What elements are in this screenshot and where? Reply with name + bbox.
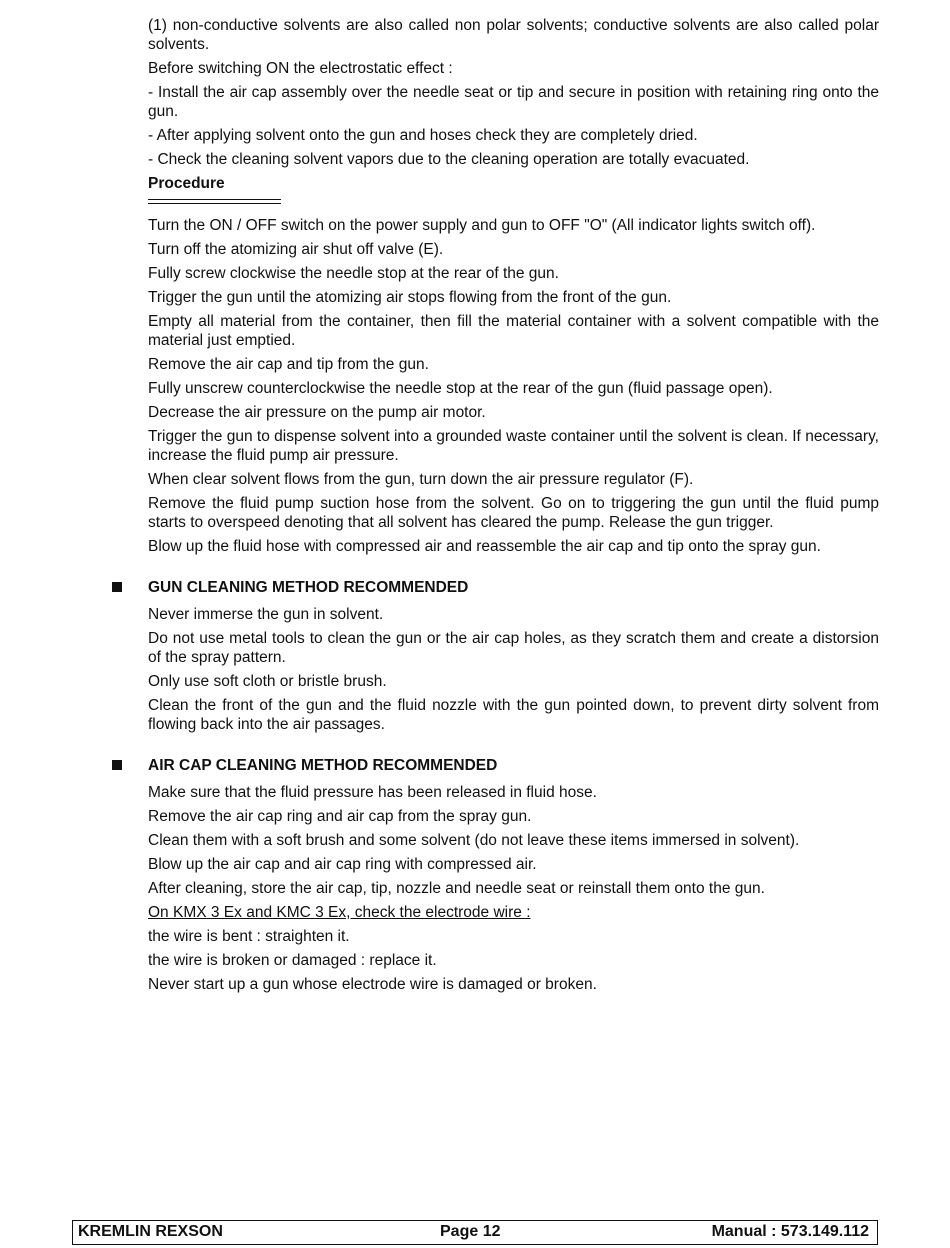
electrode-check-title: On KMX 3 Ex and KMC 3 Ex, check the electrode wire : [148,904,531,921]
air-cap-item: Blow up the air cap and air cap ring with compressed air. [148,856,537,873]
square-bullet-icon [112,582,122,592]
procedure-step: Remove the fluid pump suction hose from the solvent. Go on to triggering the gun until the fluid pump starts to overspeed denoting that all solvent has cleared the pump. Release the gun trigger. [148,495,879,531]
gun-cleaning-heading [148,578,879,597]
procedure-double-underline [148,199,281,204]
procedure-title: Procedure [148,175,225,192]
page-footer [72,1220,878,1245]
gun-cleaning-item: Only use soft cloth or bristle brush. [148,673,387,690]
air-cap-item: Remove the air cap ring and air cap from the spray gun. [148,808,532,825]
electrode-item: the wire is broken or damaged : replace it. [148,952,437,969]
gun-cleaning-item: Never immerse the gun in solvent. [148,606,384,623]
procedure-step: Fully unscrew counterclockwise the needle stop at the rear of the gun (fluid passage open). [148,380,773,397]
gun-cleaning-title: GUN CLEANING METHOD RECOMMENDED [148,579,469,596]
before-title: Before switching ON the electrostatic effect : [148,60,453,77]
gun-cleaning-item: Do not use metal tools to clean the gun or the air cap holes, as they scratch them and create a distorsion of the spray pattern. [148,630,879,666]
footer-page-number: Page 12 [440,1223,501,1240]
before-item: - Install the air cap assembly over the needle seat or tip and secure in position with retaining ring onto the gun. [148,84,879,120]
procedure-step: Trigger the gun until the atomizing air stops flowing from the front of the gun. [148,289,672,306]
procedure-step: Decrease the air pressure on the pump air motor. [148,404,486,421]
procedure-step: Turn off the atomizing air shut off valve (E). [148,241,444,258]
procedure-step: Remove the air cap and tip from the gun. [148,356,429,373]
procedure-step: Empty all material from the container, then fill the material container with a solvent compatible with the material just emptied. [148,313,879,349]
footer-manual-number: Manual : 573.149.112 [711,1223,869,1240]
air-cap-item: After cleaning, store the air cap, tip, nozzle and needle seat or reinstall them onto the gun. [148,880,765,897]
electrode-item: Never start up a gun whose electrode wire is damaged or broken. [148,976,597,993]
page-content [148,16,879,999]
gun-cleaning-item: Clean the front of the gun and the fluid nozzle with the gun pointed down, to prevent dirty solvent from flowing back into the air passages. [148,697,879,733]
air-cap-cleaning-title: AIR CAP CLEANING METHOD RECOMMENDED [148,757,498,774]
procedure-step: Turn the ON / OFF switch on the power supply and gun to OFF "O" (All indicator lights switch off). [148,217,816,234]
air-cap-item: Clean them with a soft brush and some solvent (do not leave these items immersed in solvent). [148,832,800,849]
procedure-step: Blow up the fluid hose with compressed air and reassemble the air cap and tip onto the spray gun. [148,538,821,555]
intro-note: (1) non-conductive solvents are also called non polar solvents; conductive solvents are also called polar solvents. [148,17,879,53]
footer-company: KREMLIN REXSON [78,1223,223,1240]
procedure-step: Trigger the gun to dispense solvent into a grounded waste container until the solvent is clean. If necessary, increase the fluid pump air pressure. [148,428,879,464]
square-bullet-icon [112,760,122,770]
air-cap-cleaning-heading [148,756,879,775]
electrode-item: the wire is bent : straighten it. [148,928,350,945]
before-item: - Check the cleaning solvent vapors due to the cleaning operation are totally evacuated. [148,151,750,168]
procedure-step: When clear solvent flows from the gun, turn down the air pressure regulator (F). [148,471,694,488]
procedure-step: Fully screw clockwise the needle stop at the rear of the gun. [148,265,559,282]
before-item: - After applying solvent onto the gun and hoses check they are completely dried. [148,127,698,144]
air-cap-item: Make sure that the fluid pressure has been released in fluid hose. [148,784,597,801]
